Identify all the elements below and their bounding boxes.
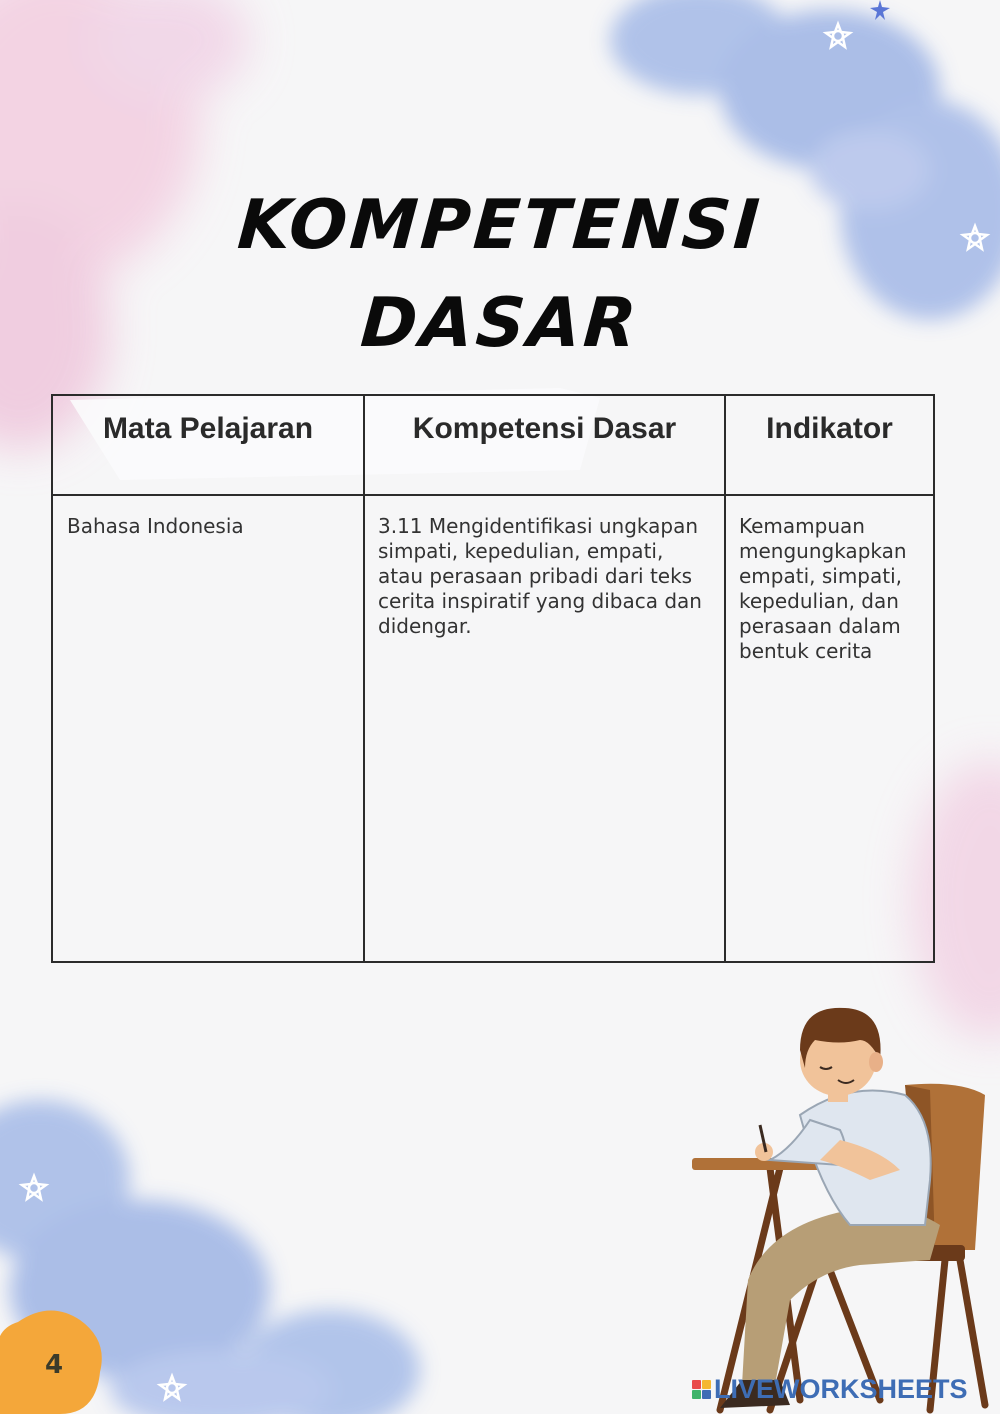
header-mata-pelajaran: Mata Pelajaran xyxy=(52,395,364,495)
liveworksheets-watermark xyxy=(692,1374,968,1405)
cell-indikator: Kemampuan mengungkapkan empati, simpati, kepedulian, dan perasaan dalam bentuk cerita xyxy=(725,495,934,962)
competency-table xyxy=(51,394,935,963)
liveworksheets-logo-icon xyxy=(692,1380,711,1399)
header-indikator: Indikator xyxy=(725,395,934,495)
watermark-text: LIVEWORKSHEETS xyxy=(714,1374,968,1404)
header-kompetensi-dasar: Kompetensi Dasar xyxy=(364,395,725,495)
page-number: 4 xyxy=(44,1350,64,1380)
cell-mata-pelajaran: Bahasa Indonesia xyxy=(52,495,364,962)
blue-watercolor-top-right xyxy=(610,0,1000,320)
student-writing-illustration xyxy=(692,1008,985,1410)
page-title-line-2: DASAR xyxy=(358,284,642,363)
table-header-row xyxy=(52,395,934,495)
table-row xyxy=(52,495,934,962)
page-title-line-1: KOMPETENSI xyxy=(235,186,765,265)
cell-kompetensi-dasar: 3.11 Mengidentifikasi ungkapan simpati, kepedulian, empati, atau perasaan pribadi dari teks cerita inspiratif yang dibaca dan didengar. xyxy=(364,495,725,962)
